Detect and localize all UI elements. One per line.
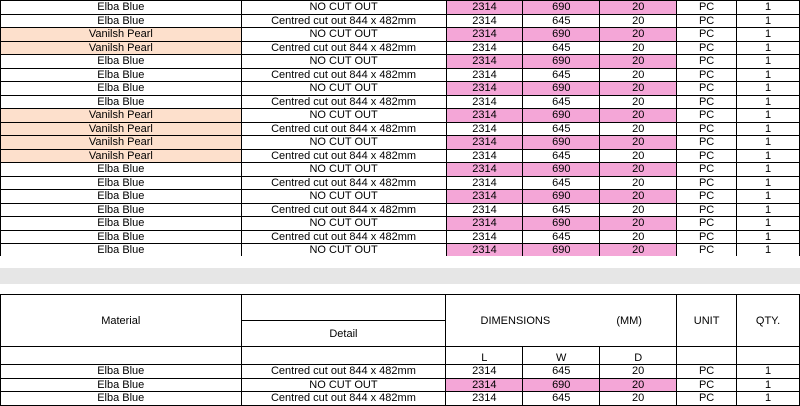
cell-width: 645 <box>523 365 600 379</box>
cell-qty: 1 <box>737 392 800 406</box>
cell-length: 2314 <box>446 28 523 42</box>
cell-detail: NO CUT OUT <box>241 163 446 177</box>
cell-length: 2314 <box>446 55 523 69</box>
header-sub-unit <box>677 347 737 365</box>
cell-depth: 20 <box>600 217 677 231</box>
cell-unit: PC <box>677 176 737 190</box>
cell-length: 2314 <box>446 190 523 204</box>
cell-depth: 20 <box>600 365 677 379</box>
cell-width: 690 <box>523 136 600 150</box>
cell-length: 2314 <box>446 122 523 136</box>
cell-detail: Centred cut out 844 x 482mm <box>241 176 446 190</box>
header-mm: (MM) <box>616 314 642 327</box>
cell-detail: Centred cut out 844 x 482mm <box>241 14 446 28</box>
cell-width: 645 <box>523 149 600 163</box>
cell-depth: 20 <box>600 68 677 82</box>
table-row <box>1 392 800 406</box>
cell-material: Elba Blue <box>1 68 242 82</box>
cell-detail: Centred cut out 844 x 482mm <box>241 230 446 244</box>
cell-unit: PC <box>677 28 737 42</box>
table-row <box>1 163 800 177</box>
cell-material: Vanilsh Pearl <box>1 109 242 123</box>
table-row <box>1 203 800 217</box>
cell-unit: PC <box>677 55 737 69</box>
cell-qty: 1 <box>737 365 800 379</box>
cell-material: Elba Blue <box>1 190 242 204</box>
cell-material: Vanilsh Pearl <box>1 28 242 42</box>
cell-depth: 20 <box>600 41 677 55</box>
cell-detail: NO CUT OUT <box>241 1 446 15</box>
cell-depth: 20 <box>600 28 677 42</box>
cell-width: 690 <box>523 55 600 69</box>
cell-qty: 1 <box>737 109 800 123</box>
cell-detail: Centred cut out 844 x 482mm <box>241 68 446 82</box>
cell-depth: 20 <box>600 244 677 258</box>
cell-width: 645 <box>523 14 600 28</box>
cell-unit: PC <box>677 203 737 217</box>
cell-width: 690 <box>523 217 600 231</box>
table-row <box>1 365 800 379</box>
cell-material: Elba Blue <box>1 82 242 96</box>
cell-qty: 1 <box>737 136 800 150</box>
cell-unit: PC <box>677 68 737 82</box>
cell-depth: 20 <box>600 1 677 15</box>
cell-material: Elba Blue <box>1 176 242 190</box>
header-dimensions-cell <box>446 295 677 347</box>
cell-unit: PC <box>677 365 737 379</box>
cell-unit: PC <box>677 163 737 177</box>
order-table-bottom-body <box>1 295 800 406</box>
table-row <box>1 122 800 136</box>
cell-length: 2314 <box>446 41 523 55</box>
cell-length: 2314 <box>446 109 523 123</box>
cell-material: Vanilsh Pearl <box>1 122 242 136</box>
cell-qty: 1 <box>737 230 800 244</box>
cell-width: 690 <box>523 82 600 96</box>
cell-width: 645 <box>523 122 600 136</box>
cell-width: 690 <box>523 244 600 258</box>
table-row <box>1 244 800 258</box>
cell-length: 2314 <box>446 149 523 163</box>
cell-qty: 1 <box>737 149 800 163</box>
cell-detail: Centred cut out 844 x 482mm <box>241 122 446 136</box>
table-row <box>1 378 800 392</box>
cell-unit: PC <box>677 122 737 136</box>
table-row <box>1 82 800 96</box>
cell-depth: 20 <box>600 136 677 150</box>
table-row <box>1 1 800 15</box>
cell-detail: NO CUT OUT <box>241 55 446 69</box>
cell-material: Elba Blue <box>1 163 242 177</box>
cell-qty: 1 <box>737 244 800 258</box>
cell-unit: PC <box>677 230 737 244</box>
header-detail: Detail <box>241 321 446 347</box>
cell-material: Elba Blue <box>1 365 242 379</box>
cell-material: Elba Blue <box>1 244 242 258</box>
cell-width: 690 <box>523 190 600 204</box>
cell-width: 690 <box>523 163 600 177</box>
cell-length: 2314 <box>446 163 523 177</box>
cell-depth: 20 <box>600 95 677 109</box>
cell-qty: 1 <box>737 217 800 231</box>
cell-width: 645 <box>523 176 600 190</box>
cell-detail: NO CUT OUT <box>241 82 446 96</box>
cell-depth: 20 <box>600 55 677 69</box>
order-table-top-body <box>1 1 800 258</box>
cell-length: 2314 <box>446 203 523 217</box>
cell-material: Elba Blue <box>1 1 242 15</box>
header-w: W <box>523 347 600 365</box>
cell-material: Elba Blue <box>1 14 242 28</box>
cell-length: 2314 <box>446 1 523 15</box>
cell-width: 645 <box>523 95 600 109</box>
cell-qty: 1 <box>737 55 800 69</box>
table-row <box>1 14 800 28</box>
cell-unit: PC <box>677 378 737 392</box>
table-row <box>1 109 800 123</box>
cell-length: 2314 <box>446 136 523 150</box>
cell-detail: NO CUT OUT <box>241 109 446 123</box>
cell-unit: PC <box>677 41 737 55</box>
cell-width: 645 <box>523 41 600 55</box>
cell-depth: 20 <box>600 163 677 177</box>
table-row <box>1 55 800 69</box>
cell-detail: Centred cut out 844 x 482mm <box>241 392 446 406</box>
cell-detail: NO CUT OUT <box>241 28 446 42</box>
cell-length: 2314 <box>446 217 523 231</box>
cell-depth: 20 <box>600 149 677 163</box>
cell-detail: Centred cut out 844 x 482mm <box>241 41 446 55</box>
cell-length: 2314 <box>446 244 523 258</box>
cell-detail: NO CUT OUT <box>241 217 446 231</box>
table-row <box>1 95 800 109</box>
header-sub-detail <box>241 347 446 365</box>
cell-material: Elba Blue <box>1 217 242 231</box>
cell-detail: Centred cut out 844 x 482mm <box>241 149 446 163</box>
cell-length: 2314 <box>446 392 523 406</box>
cell-depth: 20 <box>600 378 677 392</box>
cell-qty: 1 <box>737 82 800 96</box>
cell-width: 645 <box>523 203 600 217</box>
cell-material: Elba Blue <box>1 55 242 69</box>
cell-unit: PC <box>677 136 737 150</box>
cell-unit: PC <box>677 109 737 123</box>
header-l: L <box>446 347 523 365</box>
cell-unit: PC <box>677 244 737 258</box>
cell-detail: NO CUT OUT <box>241 244 446 258</box>
cell-width: 690 <box>523 378 600 392</box>
cell-length: 2314 <box>446 176 523 190</box>
cell-depth: 20 <box>600 176 677 190</box>
cell-material: Vanilsh Pearl <box>1 136 242 150</box>
header-sub-material <box>1 347 242 365</box>
cell-qty: 1 <box>737 176 800 190</box>
cell-length: 2314 <box>446 95 523 109</box>
sheet-gap <box>0 256 800 294</box>
cell-unit: PC <box>677 392 737 406</box>
cell-depth: 20 <box>600 14 677 28</box>
cell-unit: PC <box>677 95 737 109</box>
table-row <box>1 136 800 150</box>
cell-qty: 1 <box>737 95 800 109</box>
cell-qty: 1 <box>737 14 800 28</box>
table-row <box>1 149 800 163</box>
cell-detail: NO CUT OUT <box>241 136 446 150</box>
cell-width: 645 <box>523 392 600 406</box>
cell-qty: 1 <box>737 68 800 82</box>
header-dimensions: DIMENSIONS <box>480 314 551 327</box>
cell-unit: PC <box>677 217 737 231</box>
cell-qty: 1 <box>737 28 800 42</box>
cell-length: 2314 <box>446 378 523 392</box>
cell-detail: NO CUT OUT <box>241 190 446 204</box>
sheet-gap-band <box>0 268 800 284</box>
header-row-top <box>1 295 800 321</box>
header-qty: QTY. <box>737 295 800 347</box>
cell-material: Elba Blue <box>1 392 242 406</box>
cell-length: 2314 <box>446 68 523 82</box>
cell-material: Elba Blue <box>1 378 242 392</box>
cell-material: Elba Blue <box>1 230 242 244</box>
table-row <box>1 190 800 204</box>
header-material: Material <box>1 295 242 347</box>
cell-unit: PC <box>677 82 737 96</box>
cell-qty: 1 <box>737 378 800 392</box>
header-unit: UNIT <box>677 295 737 347</box>
cell-qty: 1 <box>737 122 800 136</box>
cell-width: 690 <box>523 28 600 42</box>
cell-depth: 20 <box>600 122 677 136</box>
header-detail-spacer <box>241 295 446 321</box>
cell-material: Vanilsh Pearl <box>1 41 242 55</box>
table-row <box>1 28 800 42</box>
cell-width: 645 <box>523 230 600 244</box>
cell-qty: 1 <box>737 190 800 204</box>
cell-unit: PC <box>677 14 737 28</box>
cell-detail: Centred cut out 844 x 482mm <box>241 95 446 109</box>
cell-qty: 1 <box>737 163 800 177</box>
cell-depth: 20 <box>600 203 677 217</box>
table-row <box>1 230 800 244</box>
cell-length: 2314 <box>446 82 523 96</box>
cell-depth: 20 <box>600 109 677 123</box>
cell-material: Vanilsh Pearl <box>1 149 242 163</box>
cell-detail: Centred cut out 844 x 482mm <box>241 365 446 379</box>
table-row <box>1 217 800 231</box>
cell-material: Elba Blue <box>1 95 242 109</box>
cell-width: 690 <box>523 1 600 15</box>
cell-width: 645 <box>523 68 600 82</box>
cell-detail: Centred cut out 844 x 482mm <box>241 203 446 217</box>
cell-unit: PC <box>677 1 737 15</box>
order-table-bottom <box>0 294 800 406</box>
cell-unit: PC <box>677 149 737 163</box>
cell-qty: 1 <box>737 41 800 55</box>
cell-depth: 20 <box>600 392 677 406</box>
cell-length: 2314 <box>446 230 523 244</box>
cell-length: 2314 <box>446 365 523 379</box>
cell-qty: 1 <box>737 203 800 217</box>
table-row <box>1 176 800 190</box>
cell-depth: 20 <box>600 190 677 204</box>
cell-material: Elba Blue <box>1 203 242 217</box>
header-sub-qty <box>737 347 800 365</box>
header-d: D <box>600 347 677 365</box>
cell-detail: NO CUT OUT <box>241 378 446 392</box>
cell-qty: 1 <box>737 1 800 15</box>
cell-depth: 20 <box>600 230 677 244</box>
table-row <box>1 41 800 55</box>
table-row <box>1 68 800 82</box>
cell-depth: 20 <box>600 82 677 96</box>
cell-length: 2314 <box>446 14 523 28</box>
cell-width: 690 <box>523 109 600 123</box>
header-row-sub <box>1 347 800 365</box>
cell-unit: PC <box>677 190 737 204</box>
